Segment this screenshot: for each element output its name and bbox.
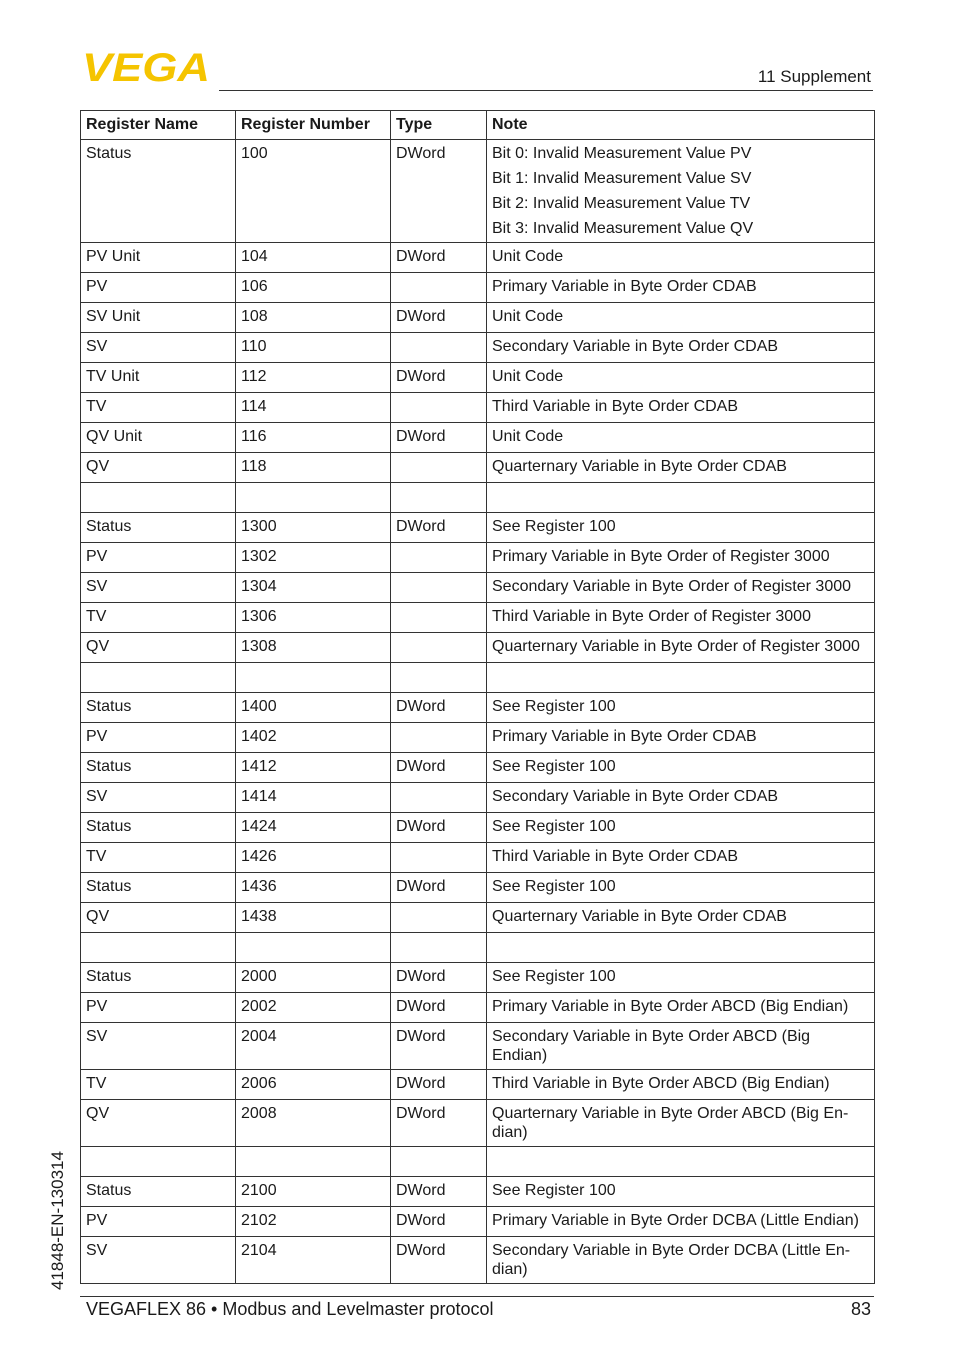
register-number-cell: 116 bbox=[236, 423, 391, 453]
type-cell: DWord bbox=[391, 693, 487, 723]
register-name-cell bbox=[81, 933, 236, 963]
note-cell bbox=[487, 243, 875, 273]
table-row bbox=[81, 1147, 875, 1177]
column-header-register-name: Register Name bbox=[81, 111, 236, 140]
table-row bbox=[81, 543, 875, 573]
note-cell bbox=[487, 140, 875, 243]
table-row bbox=[81, 693, 875, 723]
note-line: Quarternary Variable in Byte Order CDAB bbox=[492, 458, 787, 475]
note-line: Unit Code bbox=[492, 428, 564, 445]
register-number-cell: 1402 bbox=[236, 723, 391, 753]
svg-text:VEGA: VEGA bbox=[82, 50, 210, 84]
table-row bbox=[81, 843, 875, 873]
type-cell: DWord bbox=[391, 1100, 487, 1147]
table-row bbox=[81, 333, 875, 363]
note-line: Quarternary Variable in Byte Order CDAB bbox=[492, 908, 787, 925]
register-number-cell: 2100 bbox=[236, 1177, 391, 1207]
type-cell bbox=[391, 903, 487, 933]
type-cell bbox=[391, 393, 487, 423]
register-number-cell: 2004 bbox=[236, 1023, 391, 1070]
table-header-row bbox=[81, 111, 875, 140]
note-cell bbox=[487, 423, 875, 453]
register-number-cell: 1302 bbox=[236, 543, 391, 573]
type-cell: DWord bbox=[391, 140, 487, 243]
note-cell bbox=[487, 1023, 875, 1070]
note-line: Bit 0: Invalid Measurement Value PV bbox=[492, 145, 752, 162]
table-row bbox=[81, 753, 875, 783]
register-number-cell: 2104 bbox=[236, 1237, 391, 1284]
type-cell: DWord bbox=[391, 813, 487, 843]
note-line: Secondary Variable in Byte Order DCBA (Little En-dian) bbox=[492, 1242, 851, 1278]
table-row bbox=[81, 933, 875, 963]
type-cell bbox=[391, 333, 487, 363]
table-row bbox=[81, 903, 875, 933]
section-title: 11 Supplement bbox=[757, 67, 871, 86]
register-name-cell: TV bbox=[81, 393, 236, 423]
table-row bbox=[81, 1070, 875, 1100]
register-number-cell: 2008 bbox=[236, 1100, 391, 1147]
type-cell bbox=[391, 603, 487, 633]
note-cell bbox=[487, 963, 875, 993]
register-name-cell: TV bbox=[81, 843, 236, 873]
note-line: Third Variable in Byte Order CDAB bbox=[492, 848, 739, 865]
table-row bbox=[81, 423, 875, 453]
register-name-cell: Status bbox=[81, 873, 236, 903]
type-cell bbox=[391, 273, 487, 303]
note-line: Primary Variable in Byte Order ABCD (Big Endian) bbox=[492, 998, 849, 1015]
note-cell bbox=[487, 843, 875, 873]
type-cell bbox=[391, 723, 487, 753]
register-name-cell: TV Unit bbox=[81, 363, 236, 393]
note-line: See Register 100 bbox=[492, 698, 616, 715]
register-name-cell: Status bbox=[81, 693, 236, 723]
register-name-cell: PV bbox=[81, 273, 236, 303]
table-body bbox=[81, 140, 875, 1284]
register-name-cell: QV bbox=[81, 1100, 236, 1147]
note-cell bbox=[487, 363, 875, 393]
type-cell: DWord bbox=[391, 1023, 487, 1070]
note-cell bbox=[487, 603, 875, 633]
register-name-cell: QV bbox=[81, 633, 236, 663]
table-row bbox=[81, 633, 875, 663]
register-number-cell: 1300 bbox=[236, 513, 391, 543]
register-name-cell: Status bbox=[81, 963, 236, 993]
register-number-cell: 2002 bbox=[236, 993, 391, 1023]
note-line: Quarternary Variable in Byte Order ABCD (Big En-dian) bbox=[492, 1105, 849, 1141]
table-row bbox=[81, 1177, 875, 1207]
note-cell bbox=[487, 693, 875, 723]
register-name-cell bbox=[81, 1147, 236, 1177]
type-cell bbox=[391, 453, 487, 483]
table-row bbox=[81, 813, 875, 843]
register-number-cell: 1412 bbox=[236, 753, 391, 783]
note-cell bbox=[487, 1207, 875, 1237]
type-cell: DWord bbox=[391, 363, 487, 393]
note-cell bbox=[487, 513, 875, 543]
type-cell bbox=[391, 633, 487, 663]
note-cell bbox=[487, 333, 875, 363]
register-number-cell: 118 bbox=[236, 453, 391, 483]
register-number-cell: 1304 bbox=[236, 573, 391, 603]
register-name-cell: SV Unit bbox=[81, 303, 236, 333]
table-row bbox=[81, 963, 875, 993]
note-line: Secondary Variable in Byte Order CDAB bbox=[492, 338, 779, 355]
type-cell bbox=[391, 543, 487, 573]
type-cell bbox=[391, 663, 487, 693]
table-row bbox=[81, 873, 875, 903]
type-cell: DWord bbox=[391, 1237, 487, 1284]
note-cell bbox=[487, 1100, 875, 1147]
note-line: Secondary Variable in Byte Order ABCD (Big Endian) bbox=[492, 1028, 811, 1064]
register-number-cell: 1308 bbox=[236, 633, 391, 663]
note-cell bbox=[487, 783, 875, 813]
type-cell: DWord bbox=[391, 423, 487, 453]
table-row bbox=[81, 573, 875, 603]
register-number-cell: 1438 bbox=[236, 903, 391, 933]
table-row bbox=[81, 1023, 875, 1070]
vega-logo bbox=[82, 50, 212, 84]
note-line: Unit Code bbox=[492, 248, 564, 265]
note-cell bbox=[487, 543, 875, 573]
type-cell bbox=[391, 843, 487, 873]
register-number-cell: 104 bbox=[236, 243, 391, 273]
register-name-cell: PV bbox=[81, 993, 236, 1023]
register-number-cell: 2102 bbox=[236, 1207, 391, 1237]
type-cell: DWord bbox=[391, 1070, 487, 1100]
register-name-cell: SV bbox=[81, 1023, 236, 1070]
register-name-cell: Status bbox=[81, 753, 236, 783]
note-line: Secondary Variable in Byte Order of Register 3000 bbox=[492, 578, 852, 595]
register-name-cell bbox=[81, 663, 236, 693]
register-name-cell: Status bbox=[81, 513, 236, 543]
note-cell bbox=[487, 813, 875, 843]
note-line: See Register 100 bbox=[492, 818, 616, 835]
note-line: Third Variable in Byte Order ABCD (Big Endian) bbox=[492, 1075, 830, 1092]
register-name-cell: QV bbox=[81, 903, 236, 933]
type-cell bbox=[391, 573, 487, 603]
note-cell bbox=[487, 573, 875, 603]
note-line: Primary Variable in Byte Order CDAB bbox=[492, 728, 757, 745]
table-row bbox=[81, 273, 875, 303]
note-cell bbox=[487, 453, 875, 483]
note-line: See Register 100 bbox=[492, 968, 616, 985]
table-row bbox=[81, 783, 875, 813]
register-name-cell: PV Unit bbox=[81, 243, 236, 273]
table-row bbox=[81, 513, 875, 543]
note-cell bbox=[487, 1070, 875, 1100]
table-row bbox=[81, 663, 875, 693]
note-line: See Register 100 bbox=[492, 878, 616, 895]
table-row bbox=[81, 483, 875, 513]
register-number-cell: 1424 bbox=[236, 813, 391, 843]
table-row bbox=[81, 363, 875, 393]
table-row bbox=[81, 1207, 875, 1237]
register-name-cell: PV bbox=[81, 723, 236, 753]
register-name-cell: SV bbox=[81, 333, 236, 363]
type-cell: DWord bbox=[391, 993, 487, 1023]
register-name-cell: QV bbox=[81, 453, 236, 483]
register-number-cell: 114 bbox=[236, 393, 391, 423]
register-name-cell: SV bbox=[81, 573, 236, 603]
table-row bbox=[81, 453, 875, 483]
note-line: Unit Code bbox=[492, 308, 564, 325]
note-line: Third Variable in Byte Order CDAB bbox=[492, 398, 739, 415]
table-row bbox=[81, 393, 875, 423]
register-number-cell: 112 bbox=[236, 363, 391, 393]
register-name-cell: QV Unit bbox=[81, 423, 236, 453]
header-rule bbox=[219, 90, 873, 91]
type-cell: DWord bbox=[391, 513, 487, 543]
type-cell bbox=[391, 933, 487, 963]
note-line: See Register 100 bbox=[492, 758, 616, 775]
note-cell bbox=[487, 1237, 875, 1284]
footer-title: VEGAFLEX 86 • Modbus and Levelmaster protocol bbox=[86, 1299, 494, 1319]
table-row bbox=[81, 243, 875, 273]
register-number-cell bbox=[236, 663, 391, 693]
register-name-cell bbox=[81, 483, 236, 513]
table-row bbox=[81, 303, 875, 333]
register-number-cell: 1414 bbox=[236, 783, 391, 813]
register-name-cell: SV bbox=[81, 783, 236, 813]
note-line: Quarternary Variable in Byte Order of Register 3000 bbox=[492, 638, 860, 655]
note-line: Primary Variable in Byte Order of Register 3000 bbox=[492, 548, 830, 565]
register-number-cell bbox=[236, 1147, 391, 1177]
note-line: Bit 3: Invalid Measurement Value QV bbox=[492, 220, 754, 237]
type-cell bbox=[391, 1147, 487, 1177]
note-cell bbox=[487, 873, 875, 903]
register-number-cell bbox=[236, 483, 391, 513]
table-row bbox=[81, 140, 875, 243]
register-number-cell: 108 bbox=[236, 303, 391, 333]
register-name-cell: Status bbox=[81, 813, 236, 843]
note-line: Third Variable in Byte Order of Register 3000 bbox=[492, 608, 811, 625]
note-line: Bit 2: Invalid Measurement Value TV bbox=[492, 195, 751, 212]
page-number: 83 bbox=[850, 1299, 871, 1319]
register-number-cell: 1306 bbox=[236, 603, 391, 633]
note-cell bbox=[487, 723, 875, 753]
note-cell bbox=[487, 903, 875, 933]
note-line: See Register 100 bbox=[492, 518, 616, 535]
note-cell bbox=[487, 753, 875, 783]
note-cell bbox=[487, 663, 875, 693]
note-cell bbox=[487, 633, 875, 663]
note-cell bbox=[487, 303, 875, 333]
register-name-cell: TV bbox=[81, 1070, 236, 1100]
register-number-cell: 106 bbox=[236, 273, 391, 303]
note-line: See Register 100 bbox=[492, 1182, 616, 1199]
note-line: Unit Code bbox=[492, 368, 564, 385]
note-cell bbox=[487, 483, 875, 513]
column-header-type: Type bbox=[391, 111, 487, 140]
document-number: 41848-EN-130314 bbox=[48, 1151, 67, 1290]
type-cell: DWord bbox=[391, 1207, 487, 1237]
register-number-cell: 1400 bbox=[236, 693, 391, 723]
type-cell: DWord bbox=[391, 873, 487, 903]
note-cell bbox=[487, 1147, 875, 1177]
register-number-cell: 2006 bbox=[236, 1070, 391, 1100]
table-row bbox=[81, 1100, 875, 1147]
note-cell bbox=[487, 273, 875, 303]
register-table bbox=[80, 110, 875, 1284]
note-line: Bit 1: Invalid Measurement Value SV bbox=[492, 170, 752, 187]
type-cell bbox=[391, 483, 487, 513]
footer-rule bbox=[80, 1296, 874, 1297]
type-cell: DWord bbox=[391, 963, 487, 993]
register-name-cell: PV bbox=[81, 1207, 236, 1237]
register-number-cell: 2000 bbox=[236, 963, 391, 993]
type-cell bbox=[391, 783, 487, 813]
note-line: Primary Variable in Byte Order DCBA (Little Endian) bbox=[492, 1212, 859, 1229]
register-name-cell: TV bbox=[81, 603, 236, 633]
type-cell: DWord bbox=[391, 303, 487, 333]
column-header-register-number: Register Number bbox=[236, 111, 391, 140]
table-row bbox=[81, 603, 875, 633]
table-row bbox=[81, 723, 875, 753]
type-cell: DWord bbox=[391, 1177, 487, 1207]
register-number-cell: 110 bbox=[236, 333, 391, 363]
table-row bbox=[81, 1237, 875, 1284]
note-cell bbox=[487, 393, 875, 423]
note-line: Primary Variable in Byte Order CDAB bbox=[492, 278, 757, 295]
register-number-cell: 1436 bbox=[236, 873, 391, 903]
note-cell bbox=[487, 1177, 875, 1207]
register-name-cell: SV bbox=[81, 1237, 236, 1284]
register-number-cell: 100 bbox=[236, 140, 391, 243]
register-name-cell: PV bbox=[81, 543, 236, 573]
note-line: Secondary Variable in Byte Order CDAB bbox=[492, 788, 779, 805]
type-cell: DWord bbox=[391, 243, 487, 273]
register-name-cell: Status bbox=[81, 140, 236, 243]
table-row bbox=[81, 993, 875, 1023]
register-number-cell bbox=[236, 933, 391, 963]
type-cell: DWord bbox=[391, 753, 487, 783]
note-cell bbox=[487, 933, 875, 963]
register-name-cell: Status bbox=[81, 1177, 236, 1207]
column-header-note: Note bbox=[487, 111, 875, 140]
note-cell bbox=[487, 993, 875, 1023]
register-number-cell: 1426 bbox=[236, 843, 391, 873]
